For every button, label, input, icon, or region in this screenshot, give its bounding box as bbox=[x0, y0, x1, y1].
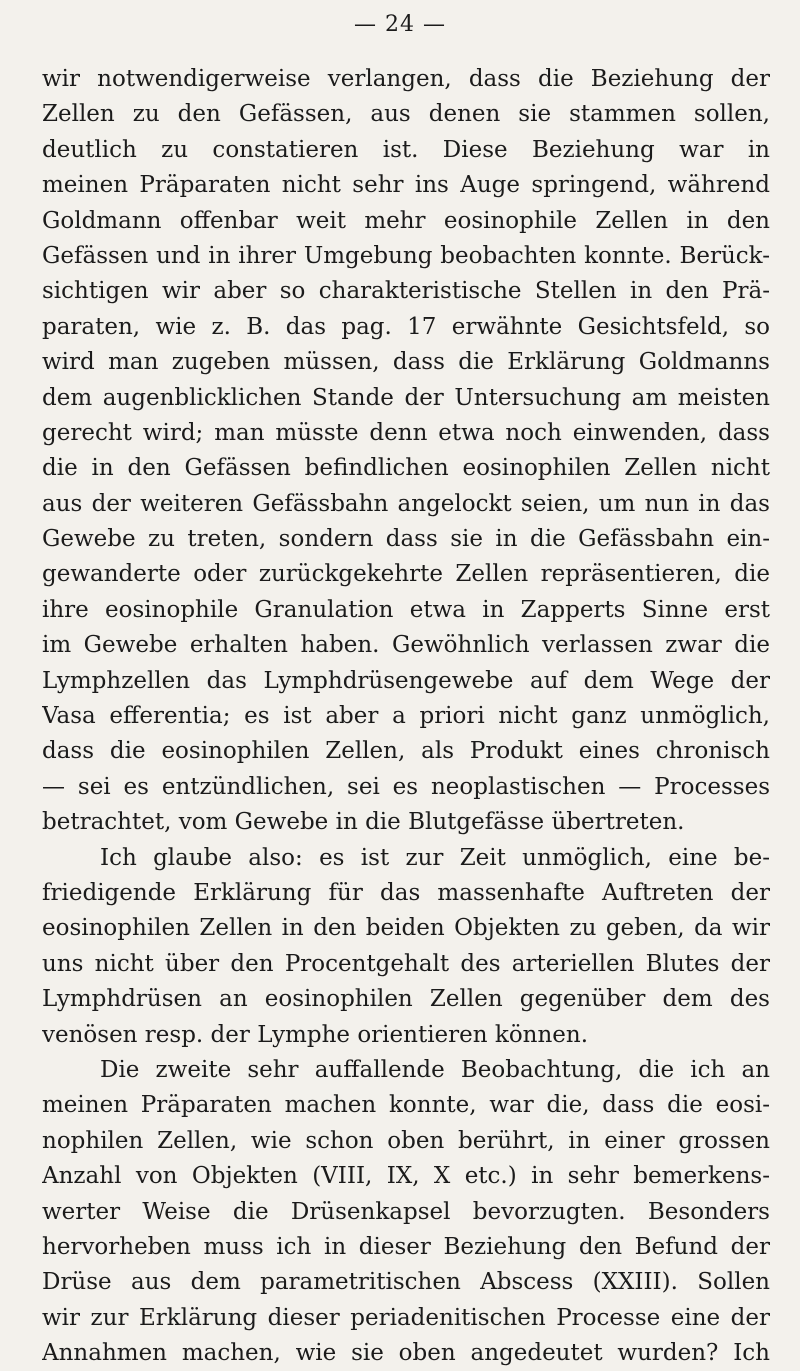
text-line: sichtigen wir aber so charakteristische Stellen in den Prä- bbox=[42, 278, 770, 305]
text-line: Anzahl von Objekten (VIII, IX, X etc.) in sehr bemerkens- bbox=[42, 1163, 770, 1190]
text-line: Gefässen und in ihrer Umgebung beobachten konnte. Berück- bbox=[42, 242, 770, 269]
text-line: deutlich zu constatieren ist. Diese Beziehung war in bbox=[42, 136, 770, 163]
text-line: friedigende Erklärung für das massenhafte Auftreten der bbox=[42, 879, 770, 906]
text-line: meinen Präparaten machen konnte, war die, dass die eosi- bbox=[42, 1092, 770, 1119]
text-line: im Gewebe erhalten haben. Gewöhnlich verlassen zwar die bbox=[42, 632, 770, 659]
text-line: dem augenblicklichen Stande der Untersuchung am meisten bbox=[42, 384, 770, 411]
text-line: eosinophilen Zellen in den beiden Objekten zu geben, da wir bbox=[42, 915, 770, 942]
text-line: ihre eosinophile Granulation etwa in Zapperts Sinne erst bbox=[42, 596, 770, 623]
text-line: — sei es entzündlichen, sei es neoplastischen — Processes bbox=[42, 773, 770, 800]
paragraph-end-line: venösen resp. der Lymphe orientieren können. bbox=[42, 1021, 589, 1048]
text-line: dass die eosinophilen Zellen, als Produkt eines chronisch bbox=[42, 738, 770, 765]
text-line: hervorheben muss ich in dieser Beziehung den Befund der bbox=[42, 1233, 770, 1260]
text-line: Lymphdrüsen an eosinophilen Zellen gegenüber dem des bbox=[42, 986, 770, 1013]
text-line: nophilen Zellen, wie schon oben berührt, in einer grossen bbox=[42, 1127, 770, 1154]
text-line: Drüse aus dem parametritischen Abscess (XXIII). Sollen bbox=[42, 1269, 770, 1296]
paragraph-start-line: Ich glaube also: es ist zur Zeit unmöglich, eine be- bbox=[100, 844, 770, 871]
text-line: Annahmen machen, wie sie oben angedeutet wurden? Ich bbox=[42, 1340, 770, 1367]
text-line: werter Weise die Drüsenkapsel bevorzugten. Besonders bbox=[42, 1198, 770, 1225]
paragraph-end-line: betrachtet, vom Gewebe in die Blutgefässe übertreten. bbox=[42, 809, 685, 836]
text-line: die in den Gefässen befindlichen eosinophilen Zellen nicht bbox=[42, 455, 770, 482]
text-line: Zellen zu den Gefässen, aus denen sie stammen sollen, bbox=[42, 101, 770, 128]
text-line: gerecht wird; man müsste denn etwa noch einwenden, dass bbox=[42, 419, 770, 446]
text-line: meinen Präparaten nicht sehr ins Auge springend, während bbox=[42, 172, 770, 199]
text-line: Vasa efferentia; es ist aber a priori nicht ganz unmöglich, bbox=[42, 703, 770, 730]
page-number: — 24 — bbox=[354, 12, 446, 37]
text-line: gewanderte oder zurückgekehrte Zellen repräsentieren, die bbox=[42, 561, 770, 588]
text-line: wird man zugeben müssen, dass die Erklärung Goldmanns bbox=[42, 349, 770, 376]
text-line: wir notwendigerweise verlangen, dass die Beziehung der bbox=[42, 66, 770, 92]
text-line: Lymphzellen das Lymphdrüsengewebe auf dem Wege der bbox=[42, 667, 770, 694]
text-line: wir zur Erklärung dieser periadenitischen Processe eine der bbox=[42, 1304, 770, 1331]
text-line: aus der weiteren Gefässbahn angelockt seien, um nun in das bbox=[42, 490, 770, 517]
body-text bbox=[42, 62, 770, 1371]
text-line: paraten, wie z. B. das pag. 17 erwähnte Gesichtsfeld, so bbox=[42, 313, 770, 340]
text-line: uns nicht über den Procentgehalt des arteriellen Blutes der bbox=[42, 950, 770, 977]
text-line: Gewebe zu treten, sondern dass sie in die Gefässbahn ein- bbox=[42, 526, 770, 553]
text-line: Goldmann offenbar weit mehr eosinophile Zellen in den bbox=[42, 207, 770, 234]
paragraph-start-line: Die zweite sehr auffallende Beobachtung, die ich an bbox=[100, 1056, 770, 1083]
